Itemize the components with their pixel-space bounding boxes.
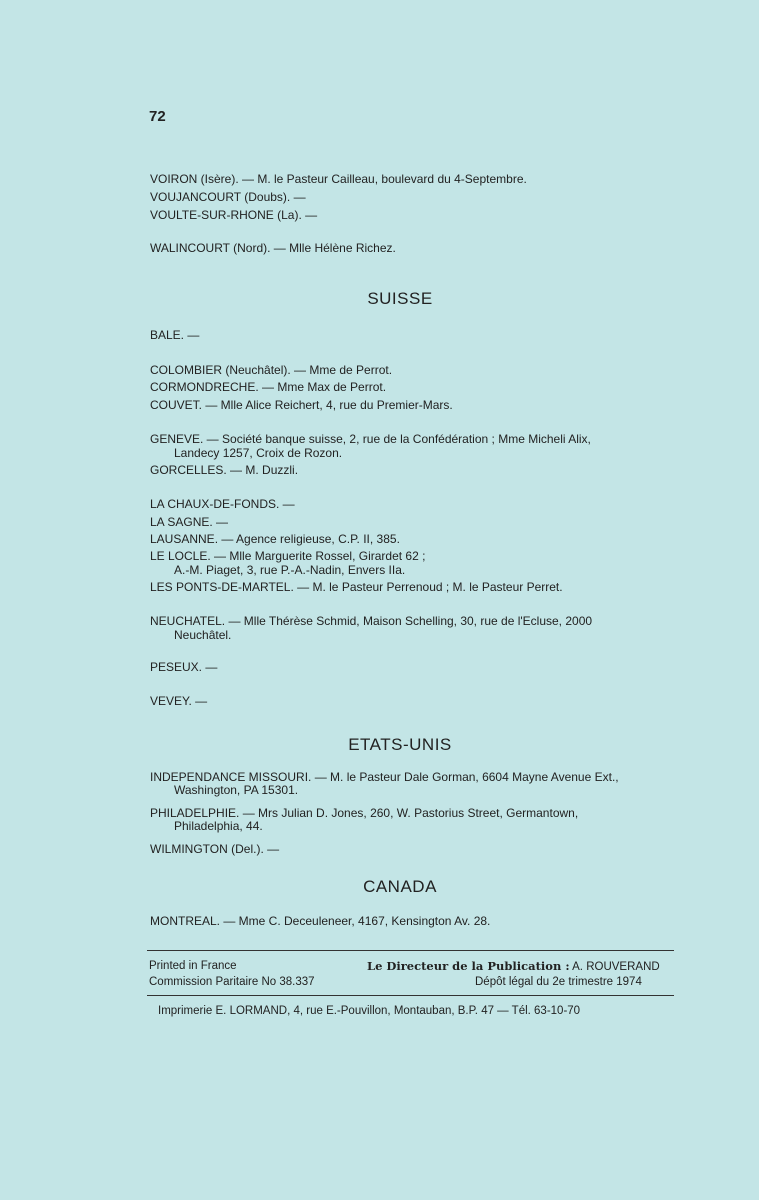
- entry-ponts-de-martel: LES PONTS-DE-MARTEL. — M. le Pasteur Perrenoud ; M. le Pasteur Perret.: [150, 580, 563, 594]
- entry-peseux: PESEUX. —: [150, 660, 218, 674]
- footer-printed: Printed in France: [149, 960, 237, 972]
- entry-lausanne: LAUSANNE. — Agence religieuse, C.P. II, 385.: [150, 532, 400, 546]
- footer-imprimerie: Imprimerie E. LORMAND, 4, rue E.-Pouvillon, Montauban, B.P. 47 — Tél. 63-10-70: [158, 1005, 581, 1017]
- footer-divider-top: [147, 950, 674, 951]
- entry-bale: BALE. —: [150, 328, 200, 342]
- entry-philadelphie: PHILADELPHIE. — Mrs Julian D. Jones, 260, W. Pastorius Street, Germantown,: [150, 806, 579, 820]
- page-number: 72: [149, 108, 166, 125]
- footer-directeur-name: A. ROUVERAND: [572, 961, 660, 973]
- footer-depot: Dépôt légal du 2e trimestre 1974: [475, 976, 642, 988]
- footer-commission: Commission Paritaire No 38.337: [149, 976, 315, 988]
- entry-voulte: VOULTE-SUR-RHONE (La). —: [150, 208, 318, 222]
- entry-walincourt: WALINCOURT (Nord). — Mlle Hélène Richez.: [150, 241, 396, 255]
- entry-colombier: COLOMBIER (Neuchâtel). — Mme de Perrot.: [150, 363, 393, 377]
- entry-independance: INDEPENDANCE MISSOURI. — M. le Pasteur Dale Gorman, 6604 Mayne Avenue Ext.,: [150, 770, 619, 784]
- entry-couvet: COUVET. — Mlle Alice Reichert, 4, rue du Premier-Mars.: [150, 398, 453, 412]
- entry-geneve: GENEVE. — Société banque suisse, 2, rue de la Confédération ; Mme Micheli Alix,: [150, 432, 591, 446]
- entry-voiron: VOIRON (Isère). — M. le Pasteur Cailleau, boulevard du 4-Septembre.: [150, 172, 527, 186]
- footer-divider-bottom: [147, 995, 674, 996]
- entry-voujancourt: VOUJANCOURT (Doubs). —: [150, 190, 306, 204]
- entry-cormondreche: CORMONDRECHE. — Mme Max de Perrot.: [150, 380, 387, 394]
- entry-locle: LE LOCLE. — Mlle Marguerite Rossel, Girardet 62 ;: [150, 549, 426, 563]
- entry-chaux-de-fonds: LA CHAUX-DE-FONDS. —: [150, 497, 295, 511]
- entry-neuchatel-cont: Neuchâtel.: [174, 628, 232, 642]
- entry-wilmington: WILMINGTON (Del.). —: [150, 842, 280, 856]
- entry-independance-cont: Washington, PA 15301.: [174, 783, 299, 797]
- entry-sagne: LA SAGNE. —: [150, 515, 229, 529]
- entry-gorcelles: GORCELLES. — M. Duzzli.: [150, 463, 299, 477]
- entry-philadelphie-cont: Philadelphia, 44.: [174, 819, 263, 833]
- entry-geneve-cont: Landecy 1257, Croix de Rozon.: [174, 446, 343, 460]
- footer-directeur-label: Le Directeur de la Publication :: [367, 959, 570, 973]
- section-title-suisse: SUISSE: [367, 289, 433, 308]
- entry-locle-cont: A.-M. Piaget, 3, rue P.-A.-Nadin, Envers IIa.: [174, 563, 406, 577]
- section-title-canada: CANADA: [363, 877, 437, 896]
- entry-neuchatel: NEUCHATEL. — Mlle Thérèse Schmid, Maison Schelling, 30, rue de l'Ecluse, 2000: [150, 614, 593, 628]
- footer-directeur: [367, 959, 660, 973]
- entry-vevey: VEVEY. —: [150, 694, 208, 708]
- section-title-etats-unis: ETATS-UNIS: [348, 735, 452, 754]
- entry-montreal: MONTREAL. — Mme C. Deceuleneer, 4167, Kensington Av. 28.: [150, 914, 491, 928]
